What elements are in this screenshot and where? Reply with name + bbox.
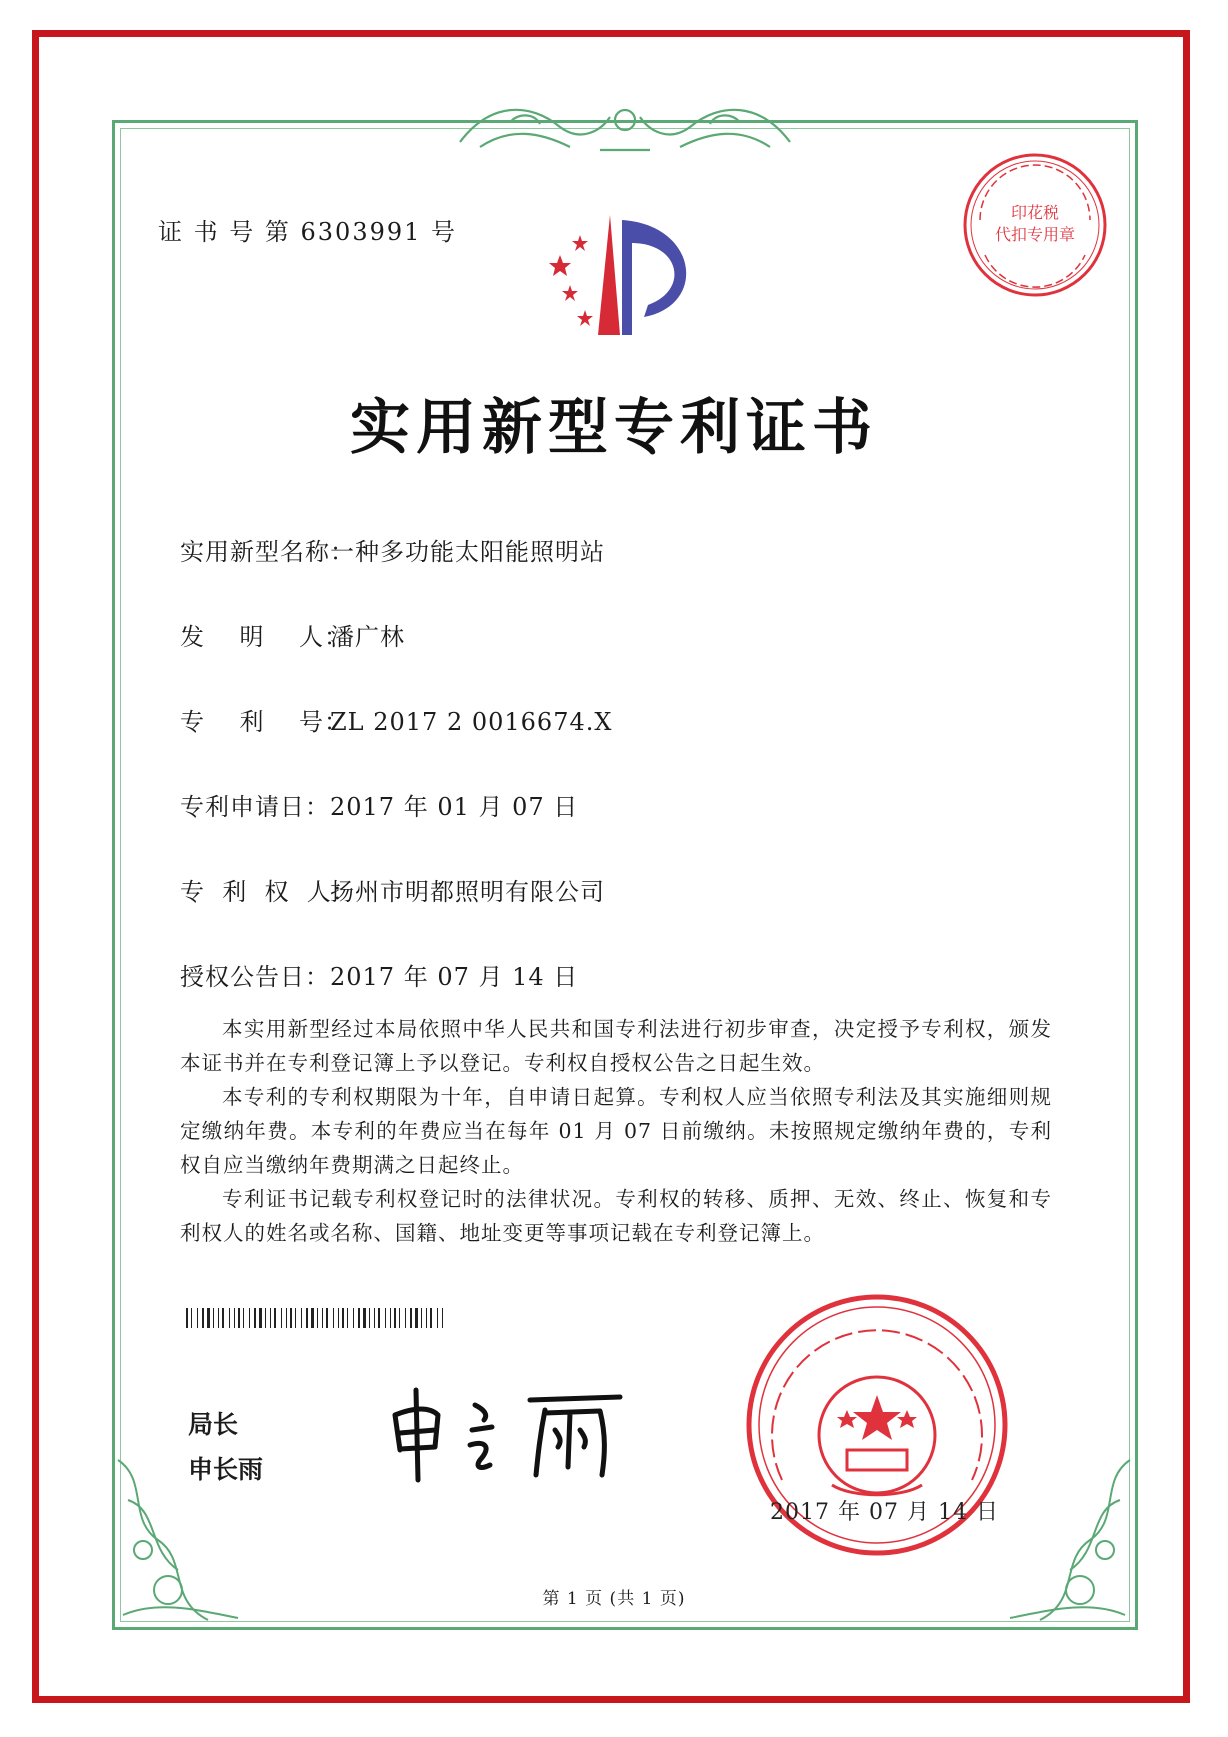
field-patent-number (180, 702, 612, 737)
field-value: ZL 2017 2 0016674.X (330, 708, 613, 736)
field-inventor (180, 617, 405, 652)
issue-date: 2017 年 07 月 14 日 (770, 1500, 999, 1525)
body-paragraph: 本实用新型经过本局依照中华人民共和国专利法进行初步审查，决定授予专利权，颁发本证书并在专利登记簿上予以登记。专利权自授权公告之日起生效。 (180, 1017, 1052, 1075)
field-label: 授权公告日： (180, 963, 330, 991)
field-value: 2017 年 07 月 14 日 (330, 963, 579, 991)
field-label: 专 利 权 人： (180, 878, 357, 906)
field-value: 潘广林 (330, 623, 405, 651)
svg-text:代扣专用章: 代扣专用章 (994, 225, 1076, 244)
field-value: 扬州市明都照明有限公司 (330, 878, 605, 906)
field-patentee (180, 872, 605, 907)
certificate-body (180, 1012, 1052, 1250)
field-grant-date (180, 957, 578, 992)
director-title: 局长 (188, 1410, 239, 1439)
certificate-title: 实用新型专利证书 (350, 393, 878, 463)
field-label: 实用新型名称： (180, 538, 355, 566)
director-name: 申长雨 (188, 1455, 264, 1484)
field-utility-model-name (180, 532, 605, 567)
stamp-duty-seal (960, 150, 1110, 300)
field-label: 专利申请日： (180, 793, 330, 821)
svg-text:印花税: 印花税 (1010, 203, 1060, 222)
top-ornament (450, 92, 800, 157)
body-paragraph: 专利证书记载专利权登记时的法律状况。专利权的转移、质押、无效、终止、恢复和专利权人的姓名或名称、国籍、地址变更等事项记载在专利登记簿上。 (180, 1187, 1052, 1245)
handwritten-signature (380, 1375, 640, 1485)
patent-office-logo (540, 205, 720, 345)
field-value: 2017 年 01 月 07 日 (330, 793, 579, 821)
field-application-date (180, 787, 578, 822)
certificate-number: 证 书 号 第 6303991 号 (158, 218, 458, 246)
field-label: 发 明 人： (180, 623, 350, 651)
field-label: 专 利 号： (180, 708, 350, 736)
body-paragraph: 本专利的专利权期限为十年，自申请日起算。专利权人应当依照专利法及其实施细则规定缴纳年费。本专利的年费应当在每年 01 月 07 日前缴纳。未按照规定缴纳年费的，专利权自应当缴纳年费期满之日起终止。 (180, 1085, 1052, 1177)
page-number: 第 1 页 (共 1 页) (542, 1589, 686, 1609)
field-value: 一种多功能太阳能照明站 (330, 538, 605, 566)
barcode (186, 1308, 446, 1328)
